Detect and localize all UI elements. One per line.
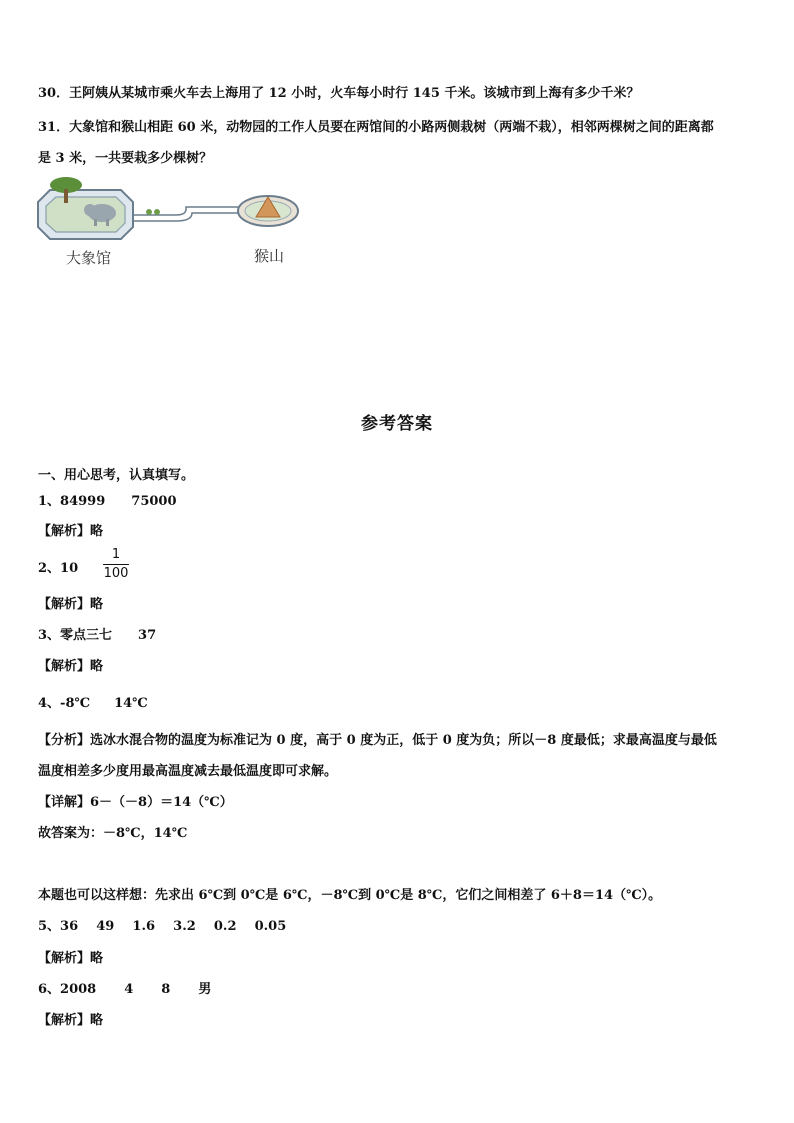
answer-6-v2: 8 [161,982,171,997]
answer-6-v1: 4 [124,982,134,997]
answer-4 [38,692,148,711]
answer-4-analysis-1: 【分析】选冰水混合物的温度为标准记为 0 度，高于 0 度为正，低于 0 度为负；所以－8 度最低；求最高温度与最低 [38,733,717,748]
answer-5: 5、36 49 1.6 3.2 0.2 0.05 [38,919,287,934]
answer-4-extra: 本题也可以这样想：先求出 6℃到 0℃是 6℃，－8℃到 0℃是 8℃，它们之间相差了 6＋8＝14（℃）。 [38,888,662,903]
fraction-denominator: 100 [103,566,129,581]
answer-4-num: 4、-8℃ [38,696,91,711]
answer-1-note: 【解析】略 [38,524,104,539]
answer-6-v3: 男 [198,982,212,997]
answer-3-note: 【解析】略 [38,659,104,674]
zoo-illustration [36,175,306,270]
zoo-map-drawing [36,175,306,250]
question-31-line1: 31．大象馆和猴山相距 60 米，动物园的工作人员要在两馆间的小路两侧栽树（两端不栽），相邻两棵树之间的距离都 [38,120,714,135]
answer-3-num: 3、零点三七 [38,628,113,643]
answer-4-analysis-2: 温度相差多少度用最高温度减去最低温度即可求解。 [38,764,338,779]
answer-5-note: 【解析】略 [38,951,104,966]
fraction-numerator: 1 [111,547,121,562]
answer-4-value: 14℃ [114,696,148,711]
answer-6-num: 6、2008 [38,982,97,997]
answer-6-note: 【解析】略 [38,1013,104,1028]
answer-2-num: 2、10 [38,561,79,576]
monkey-hill-label: 猴山 [254,247,285,265]
answer-1-value: 75000 [131,494,177,509]
answer-4-conclusion: 故答案为：－8℃，14℃ [38,826,188,841]
answer-3 [38,624,156,643]
answer-6 [38,978,211,997]
answer-1 [38,490,177,509]
answer-1-num: 1、84999 [38,494,106,509]
question-30: 30．王阿姨从某城市乘火车去上海用了 12 小时，火车每小时行 145 千米。该城市到上海有多少千米？ [38,86,640,101]
answer-2-fraction [103,547,129,582]
elephant-house-label: 大象馆 [66,249,112,267]
answer-3-value: 37 [138,628,157,643]
answer-2-note: 【解析】略 [38,597,104,612]
question-31-line2: 是 3 米，一共要栽多少棵树？ [38,151,213,166]
answers-title: 参考答案 [361,414,433,434]
section-heading: 一、用心思考，认真填写。 [38,468,195,483]
answer-4-detail: 【详解】6－（－8）＝14（℃） [38,795,233,810]
